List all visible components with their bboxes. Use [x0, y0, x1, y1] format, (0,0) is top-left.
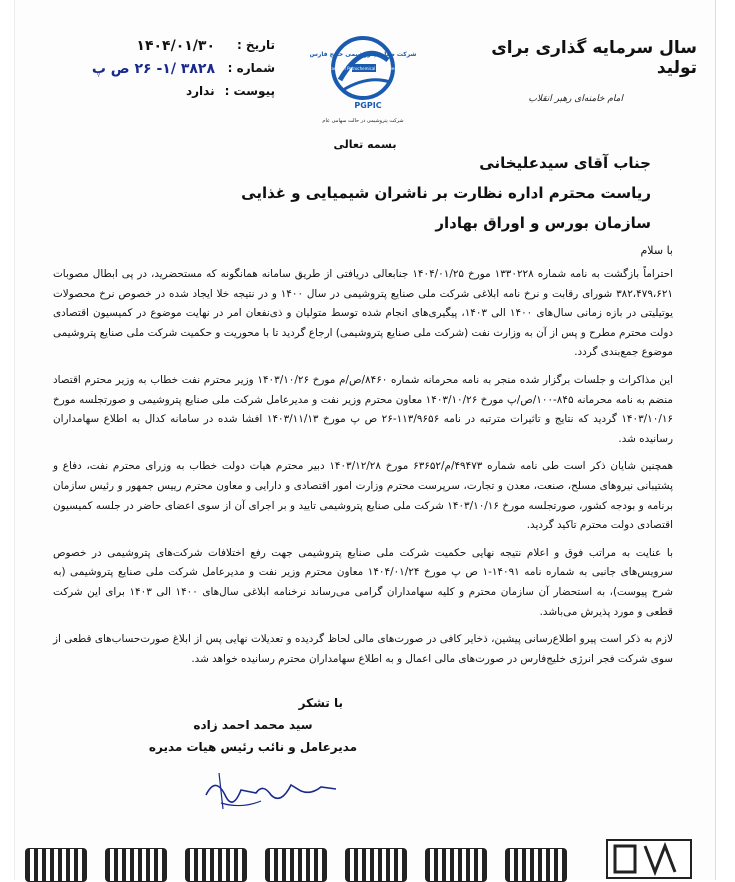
certification-badge: [505, 848, 567, 882]
paragraph: لازم به ذکر است پیرو اطلاع‌رسانی پیشین، ذخایر کافی در صورت‌های مالی لحاظ گردیده و تعدیلات نهایی پس از ابلاغ صورت‌حساب‌های قطعی از سوی شرکت فجر انرژی خلیج‌فارس در صورت‌های مالی اعمال و به اطلاع سهامداران محترم رسانیده خواهد شد.: [53, 633, 673, 665]
attachment-label: پیوست :: [224, 84, 275, 98]
logo-company-type: شرکت پتروشیمی در حالت سهامی عام: [322, 118, 404, 124]
handwritten-signature: [201, 765, 341, 815]
signer-position: مدیرعامل و نائب رئیس هیات مدیره: [148, 740, 358, 754]
number-label: شماره :: [227, 61, 275, 75]
motto-attribution: امام خامنه‌ای رهبر انقلاب: [528, 94, 623, 104]
certification-badge: [265, 848, 327, 882]
paragraph: همچنین شایان ذکر است طی نامه شماره ۴۹۴۷۳/م/۶۳۶۵۲ مورخ ۱۴۰۳/۱۲/۲۸ دبیر محترم هیات دولت خطاب به وزرای محترم نفت، دفاع و پشتیبانی نیروهای مسلح، صنعت، معدن و تجارت، سرپرست محترم وزارت امور اقتصادی و دارایی و معاون محترم رییس جمهور و رئیس سازمان برنامه و بودجه کشور، صورتجلسه مورخ ۱۴۰۳/۱۰/۱۶ شرکت ملی صنایع پتروشیمی تایید و بر اجرای آن از سوی اعضای حاضر در جلسه کمیسیون اقتصادی دولت محترم تاکید گردید.: [53, 460, 674, 532]
paragraph: این مذاکرات و جلسات برگزار شده منجر به نامه محرمانه شماره ۸۴۶۰/ص/م مورخ ۱۴۰۳/۱۰/۲۶ وزیر محترم نفت خطاب به وزیر محترم اقتصاد منضم به نامه محرمانه ۸۴۵-۱۰۰/ص/پ مورخ ۱۴۰۳/۱۰/۲۶ معاون محترم وزیر نفت و مدیرعامل شرکت ملی صنایع پتروشیمی و صورتجلسه مورخ ۱۴۰۳/۱۰/۱۶ گردید که نتایج و تاثیرات مترتبه در نامه ۱۱۳/۹۶۵۶-۲۶ ص پ مورخ ۱۴۰۳/۱۱/۱۳ افشا شده در سامانه کدال به اطلاع سهامداران رسانیده شد.: [53, 373, 673, 445]
paragraph: احتراماً بازگشت به نامه شماره ۱۳۳۰۲۲۸ مورخ ۱۴۰۴/۰۱/۲۵ جنابعالی دریافتی از طریق سامانه همانگونه که مستحضرید، در پی ابطال مصوبات ۳۸۲،۴۷۹،۶۲۱ شورای رقابت و نرخ نامه ابلاغی شرکت ملی صنایع پتروشیمی در سال ۱۴۰۰ و در نتیجه خلا ایجاد شده در خصوص نرخ محصولات یوتیلیتی در بازه زمانی سال‌های ۱۴۰۰ الی ۱۴۰۳، پیگیری‌های انجام شده توسط متولیان و ذی‌نفعان امر در نهایت موضوع در کمیسیون اقتصادی دولت محترم مطرح و پس از آن به وزارت نفت (شرکت ملی صنایع پتروشیمی) ارجاع گردید تا با محوریت و حکمیت شرکت ملی صنایع پتروشیمی موضوع جمع‌بندی گردد.: [53, 268, 673, 359]
signature-block: [143, 696, 363, 754]
letter-body: [53, 265, 673, 673]
date-value: ۱۴۰۴/۰۱/۳۰: [136, 38, 215, 54]
signer-name: سید محمد احمد زاده: [193, 718, 313, 732]
paragraph: با عنایت به مراتب فوق و اعلام نتیجه نهایی حکمیت شرکت ملی صنایع پتروشیمی جهت رفع اختلافات شرکت‌های پتروشیمی در خصوص سرویس‌های جانبی به شماره نامه ۱۴۰۹۱-۱ ص پ مورخ ۱۴۰۴/۰۱/۲۴ معاون محترم وزیر نفت و مدیرعامل شرکت ملی صنایع پتروشیمی (به شرح پیوست)، به استحضار آن سازمان محترم و کلیه سهامداران گرامی می‌رساند نرخنامه ابلاغی سال‌های ۱۴۰۰ الی ۱۴۰۳ برای این شرکت قطعی و مورد پذیرش می‌باشد.: [53, 546, 673, 618]
date-row: [85, 38, 275, 54]
letter-page: [14, 0, 716, 880]
recipient-org: سازمان بورس و اوراق بهادار: [435, 214, 651, 232]
logo-en-name: Persian Gulf Petrochemical Industries Co.: [321, 66, 405, 71]
closing: با تشکر: [298, 696, 343, 710]
letter-meta: [85, 38, 275, 105]
certification-badge: [345, 848, 407, 882]
recipient-block: [91, 148, 651, 238]
logo-abbr: PGPIC: [354, 101, 382, 110]
greeting: با سلام: [640, 244, 673, 257]
certification-badge: [185, 848, 247, 882]
number-value: ۳۸۲۸ /۱- ۲۶ ص پ: [91, 61, 215, 77]
recipient-role: ریاست محترم اداره نظارت بر ناشران شیمیایی و غذایی: [241, 184, 651, 202]
number-row: [85, 61, 275, 77]
company-logo-graphic: [309, 30, 417, 130]
certification-badge: [425, 848, 487, 882]
certification-badge: [105, 848, 167, 882]
bismillah: بسمه تعالی: [333, 138, 397, 151]
attachment-value: ندارد: [185, 84, 215, 98]
logo-fa-name: شرکت صنایع پتروشیمی خلیج فارس: [309, 51, 417, 58]
attachment-row: [85, 84, 275, 98]
date-label: تاریخ :: [236, 38, 275, 52]
certification-badge: [25, 848, 87, 882]
qm-certification-logo: [605, 836, 693, 880]
year-motto: سال سرمایه گذاری برای تولید: [491, 38, 697, 78]
recipient-title: جناب آقای سیدعلیخانی: [479, 154, 651, 172]
company-logo: [309, 30, 417, 140]
